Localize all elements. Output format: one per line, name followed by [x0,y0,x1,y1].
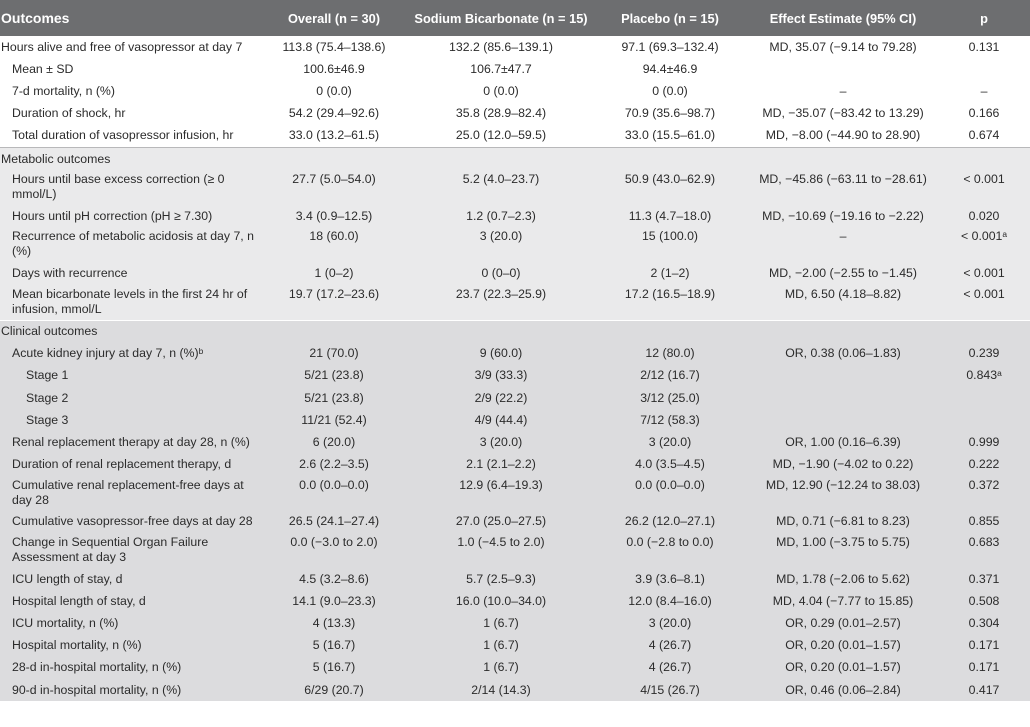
cell-overall: 5 (16.7) [312,638,356,653]
table-row [0,36,1030,58]
cell-effect: MD, 6.50 (4.18–8.82) [784,286,902,301]
row-label: Acute kidney injury at day 7, n (%)ᵇ [12,346,204,361]
row-label: Days with recurrence [12,265,128,280]
table-row [0,285,1030,321]
cell-effect: MD, −35.07 (−83.42 to 13.29) [762,106,924,121]
table-row [0,125,1030,148]
cell-p: 0.674 [968,128,1000,143]
cell-placebo: 4.0 (3.5–4.5) [635,457,705,472]
table-row [0,612,1030,634]
cell-bicarbonate: 35.8 (28.9–82.4) [455,106,547,121]
cell-overall: 0.0 (−3.0 to 2.0) [290,535,378,549]
header-bicarbonate: Sodium Bicarbonate (n = 15) [410,0,592,36]
table-header [0,0,1030,36]
cell-bicarbonate: 3 (20.0) [479,435,523,450]
cell-placebo: 4 (26.7) [648,638,692,653]
row-label: Cumulative renal replacement-free days at day 28 [12,477,244,507]
cell-overall: 33.0 (13.2–61.5) [288,128,380,143]
cell-overall: 5/21 (23.8) [304,368,364,383]
cell-p: 0.171 [968,660,1000,675]
cell-p [938,387,1030,409]
cell-bicarbonate: 9 (60.0) [479,346,523,361]
cell-p: 0.843ᵃ [966,368,1002,383]
cell-effect: MD, −10.69 (−19.16 to −2.22) [762,208,924,223]
cell-bicarbonate: 5.7 (2.5–9.3) [466,571,536,586]
table-row [0,170,1030,205]
cell-effect: – [839,229,847,244]
table-row [0,590,1030,612]
cell-overall: 6 (20.0) [312,435,356,450]
cell-p: 0.304 [968,615,1000,630]
cell-effect [748,365,938,387]
row-label: Stage 3 [26,412,69,427]
row-label: Change in Sequential Organ Failure Assessment at day 3 [12,535,209,564]
cell-overall: 0.0 (0.0–0.0) [299,477,369,492]
cell-overall: 26.5 (24.1–27.4) [288,514,380,529]
table-section [0,36,1030,147]
table-row [0,511,1030,533]
row-label: Mean bicarbonate levels in the first 24 hr of infusion, mmol/L [12,286,248,316]
cell-p: 0.372 [968,477,1000,492]
cell-p [938,409,1030,431]
cell-p: 0.855 [968,514,1000,529]
row-label: 7-d mortality, n (%) [12,83,115,98]
cell-effect: MD, −1.90 (−4.02 to 0.22) [772,457,914,472]
cell-effect: MD, 35.07 (−9.14 to 79.28) [769,39,917,54]
table-row [0,533,1030,568]
table-row [0,343,1030,365]
table-row [0,365,1030,387]
table-row [0,58,1030,80]
cell-overall: 6/29 (20.7) [304,682,364,697]
cell-placebo: 2 (1–2) [650,265,690,280]
cell-effect: OR, 0.29 (0.01–2.57) [785,615,901,630]
row-label: 90-d in-hospital mortality, n (%) [12,682,182,697]
cell-effect: MD, 1.78 (−2.06 to 5.62) [776,571,910,586]
cell-placebo: 0 (0.0) [652,83,688,98]
table-row [0,205,1030,227]
cell-placebo: 94.4±46.9 [642,61,698,76]
cell-placebo: 97.1 (69.3–132.4) [621,39,719,54]
table-row [0,679,1030,701]
cell-placebo: 4/15 (26.7) [640,682,700,697]
cell-placebo: 0.0 (−2.8 to 0.0) [626,535,714,549]
row-label: 28-d in-hospital mortality, n (%) [12,660,182,675]
cell-placebo: 11.3 (4.7–18.0) [628,208,712,223]
cell-bicarbonate: 12.9 (6.4–19.3) [459,477,543,492]
table-row [0,635,1030,657]
cell-p: 0.999 [968,435,1000,450]
cell-bicarbonate: 132.2 (85.6–139.1) [449,39,553,54]
cell-bicarbonate: 0 (0–0) [481,265,521,280]
table-row [0,387,1030,409]
cell-bicarbonate: 23.7 (22.3–25.9) [455,286,547,301]
row-label: Recurrence of metabolic acidosis at day 7, n (%) [12,229,254,259]
cell-p: < 0.001 [963,265,1005,280]
cell-placebo: 15 (100.0) [641,229,699,244]
cell-placebo: 2/12 (16.7) [640,368,700,383]
cell-effect: OR, 0.46 (0.06–2.84) [785,682,901,697]
row-label: Hours until base excess correction (≥ 0 mmol/L) [12,172,225,202]
table-section [0,147,1030,320]
section-title: Metabolic outcomes [0,147,1030,170]
cell-overall: 4.5 (3.2–8.6) [299,571,369,586]
cell-bicarbonate: 4/9 (44.4) [474,412,528,427]
row-label: Total duration of vasopressor infusion, hr [12,128,234,143]
cell-effect: OR, 0.20 (0.01–1.57) [785,660,901,675]
cell-overall: 5 (16.7) [312,660,356,675]
cell-overall: 5/21 (23.8) [304,390,364,405]
cell-placebo: 7/12 (58.3) [640,412,700,427]
cell-placebo: 3/12 (25.0) [640,390,700,405]
cell-p: 0.417 [968,682,1000,697]
table-row [0,103,1030,125]
cell-overall: 4 (13.3) [312,615,356,630]
cell-overall: 3.4 (0.9–12.5) [295,208,373,223]
header-effect-estimate: Effect Estimate (95% CI) [748,0,938,36]
cell-bicarbonate: 2/14 (14.3) [471,682,531,697]
cell-p: 0.508 [968,593,1000,608]
cell-placebo: 70.9 (35.6–98.7) [624,106,716,121]
cell-placebo: 50.9 (43.0–62.9) [624,172,716,187]
cell-placebo: 17.2 (16.5–18.9) [624,286,716,301]
cell-effect [748,387,938,409]
cell-bicarbonate: 2.1 (2.1–2.2) [466,457,536,472]
cell-p: 0.371 [968,571,1000,586]
cell-placebo: 4 (26.7) [648,660,692,675]
table-row [0,80,1030,102]
table-row [0,227,1030,262]
row-label: Stage 1 [26,368,69,383]
cell-bicarbonate: 0 (0.0) [483,83,519,98]
cell-overall: 54.2 (29.4–92.6) [288,106,380,121]
cell-effect [748,409,938,431]
cell-overall: 11/21 (52.4) [301,412,367,427]
cell-overall: 27.7 (5.0–54.0) [292,172,376,187]
cell-placebo: 33.0 (15.5–61.0) [624,128,716,143]
row-label: ICU mortality, n (%) [12,615,119,630]
table-section [0,320,1030,701]
header-placebo: Placebo (n = 15) [592,0,748,36]
cell-effect: MD, 0.71 (−6.81 to 8.23) [776,514,910,529]
cell-effect: – [839,83,847,98]
section-title-row [0,147,1030,170]
cell-p: 0.131 [968,39,1000,54]
table-row [0,476,1030,511]
cell-overall: 100.6±46.9 [303,61,365,76]
cell-bicarbonate: 3/9 (33.3) [474,368,528,383]
cell-p: 0.020 [968,208,1000,223]
row-label: Mean ± SD [12,61,74,76]
table-row [0,431,1030,453]
cell-bicarbonate: 106.7±47.7 [470,61,532,76]
cell-p: 0.239 [968,346,1000,361]
cell-bicarbonate: 1.2 (0.7–2.3) [466,208,536,223]
cell-overall: 14.1 (9.0–23.3) [292,593,376,608]
cell-bicarbonate: 27.0 (25.0–27.5) [455,514,547,529]
cell-bicarbonate: 5.2 (4.0–23.7) [462,172,540,187]
cell-bicarbonate: 2/9 (22.2) [474,390,528,405]
cell-effect: MD, 4.04 (−7.77 to 15.85) [772,593,914,608]
cell-placebo: 3 (20.0) [648,615,692,630]
cell-effect: MD, 12.90 (−12.24 to 38.03) [765,477,921,492]
table-row [0,568,1030,590]
cell-bicarbonate: 25.0 (12.0–59.5) [455,128,547,143]
cell-p: < 0.001 [963,286,1005,301]
section-title: Clinical outcomes [0,320,1030,343]
row-label: Duration of shock, hr [12,106,126,121]
cell-p: 0.166 [968,106,1000,121]
row-label: Stage 2 [26,390,69,405]
cell-overall: 2.6 (2.2–3.5) [299,457,369,472]
header-outcomes: Outcomes [0,0,258,36]
cell-bicarbonate: 16.0 (10.0–34.0) [455,593,547,608]
cell-effect: MD, −8.00 (−44.90 to 28.90) [765,128,921,143]
cell-p [938,58,1030,80]
table-row [0,454,1030,476]
cell-placebo: 0.0 (0.0–0.0) [635,477,705,492]
cell-overall: 21 (70.0) [309,346,359,361]
table-row [0,262,1030,284]
row-label: Cumulative vasopressor-free days at day 28 [12,514,253,529]
cell-bicarbonate: 1.0 (−4.5 to 2.0) [457,535,545,549]
header-p-value: p [938,0,1030,36]
cell-effect: OR, 1.00 (0.16–6.39) [785,435,901,450]
cell-effect: MD, 1.00 (−3.75 to 5.75) [776,535,910,549]
cell-bicarbonate: 1 (6.7) [483,660,519,675]
cell-overall: 0 (0.0) [316,83,352,98]
section-title-row [0,320,1030,343]
cell-effect: OR, 0.38 (0.06–1.83) [785,346,901,361]
row-label: Renal replacement therapy at day 28, n (%) [12,435,250,450]
cell-placebo: 12 (80.0) [645,346,695,361]
cell-placebo: 26.2 (12.0–27.1) [624,514,716,529]
cell-p: 0.171 [968,638,1000,653]
cell-placebo: 3.9 (3.6–8.1) [635,571,705,586]
cell-bicarbonate: 3 (20.0) [479,229,523,244]
cell-p: – [980,83,988,98]
cell-bicarbonate: 1 (6.7) [483,615,519,630]
cell-placebo: 3 (20.0) [648,435,692,450]
cell-p: < 0.001ᵃ [961,229,1007,244]
cell-p: 0.222 [968,457,1000,472]
cell-overall: 113.8 (75.4–138.6) [282,39,386,54]
row-label: Hospital mortality, n (%) [12,638,142,653]
row-label: ICU length of stay, d [12,571,123,586]
table-row [0,409,1030,431]
row-label: Duration of renal replacement therapy, d [12,457,232,472]
cell-placebo: 12.0 (8.4–16.0) [628,593,712,608]
row-label: Hours until pH correction (pH ≥ 7.30) [12,208,213,223]
cell-overall: 18 (60.0) [309,229,359,244]
cell-overall: 1 (0–2) [314,265,354,280]
row-label: Hospital length of stay, d [12,593,146,608]
cell-effect: OR, 0.20 (0.01–1.57) [785,638,901,653]
cell-overall: 19.7 (17.2–23.6) [288,286,380,301]
table-row [0,657,1030,679]
cell-bicarbonate: 1 (6.7) [483,638,519,653]
header-row [0,0,1030,36]
cell-p: 0.683 [968,535,1000,549]
row-label: Hours alive and free of vasopressor at day 7 [1,39,243,54]
cell-effect: MD, −2.00 (−2.55 to −1.45) [769,265,917,280]
cell-p: < 0.001 [963,172,1005,187]
header-overall: Overall (n = 30) [258,0,410,36]
cell-effect: MD, −45.86 (−63.11 to −28.61) [759,172,927,187]
cell-effect [748,58,938,80]
